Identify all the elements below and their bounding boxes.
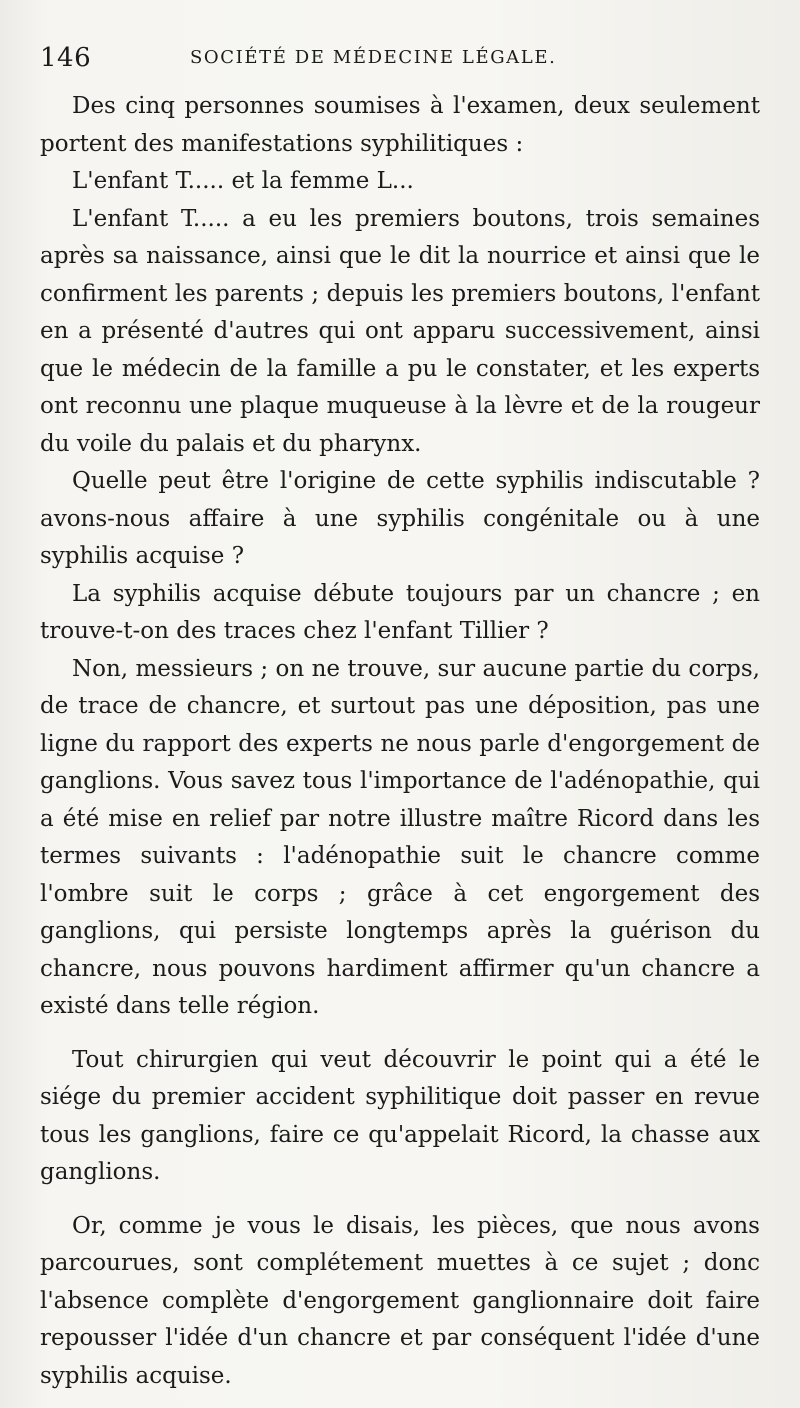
paragraph: Quelle peut être l'origine de cette syphilis indiscutable ? avons-nous affaire à une syphilis congénitale ou à une syphilis acquise ? bbox=[40, 468, 760, 569]
paragraph: Non, messieurs ; on ne trouve, sur aucune partie du corps, de trace de chancre, et surtout pas une déposition, pas une ligne du rapport des experts ne nous parle d'engorgement de ganglions. Vous savez tous l'importance de l'adénopathie, qui a été mise en relief par notre illustre maître Ricord dans les termes suivants : l'adénopathie suit le chancre comme l'ombre suit le corps ; grâce à cet engorgement des ganglions, qui persiste longtemps après la guérison du chancre, nous pouvons hardiment affirmer qu'un chancre a existé dans telle région. bbox=[40, 655, 760, 1019]
paragraph: La syphilis acquise débute toujours par un chancre ; en trouve-t-on des traces chez l'enfant Tillier ? bbox=[40, 580, 760, 644]
paragraph: Tout chirurgien qui veut découvrir le point qui a été le siége du premier accident syphilitique doit passer en revue tous les ganglions, faire ce qu'appelait Ricord, la chasse aux ganglions. bbox=[40, 1046, 760, 1185]
paragraph: Or, comme je vous le disais, les pièces, que nous avons parcourues, sont complétement muettes à ce sujet ; donc l'absence complète d'engorgement ganglionnaire doit faire repousser l'idée d'un chancre et par conséquent l'idée d'une syphilis acquise. bbox=[40, 1212, 760, 1389]
paragraph: Des cinq personnes soumises à l'examen, deux seulement portent des manifestations syphilitiques : bbox=[40, 93, 760, 157]
paragraph: L'enfant T..... a eu les premiers boutons, trois semaines après sa naissance, ainsi que le dit la nourrice et ainsi que le confirment les parents ; depuis les premiers boutons, l'enfant en a présenté d'autres qui ont apparu successivement, ainsi que le médecin de la famille a pu le constater, et les experts ont reconnu une plaque muqueuse à la lèvre et de la rougeur du voile du palais et du pharynx. bbox=[40, 205, 760, 457]
running-head: SOCIÉTÉ DE MÉDECINE LÉGALE. bbox=[190, 47, 557, 68]
page-header bbox=[40, 40, 760, 76]
body-text bbox=[40, 88, 760, 1395]
page-number: 146 bbox=[40, 43, 92, 73]
paragraph: L'enfant T..... et la femme L... bbox=[72, 168, 414, 194]
